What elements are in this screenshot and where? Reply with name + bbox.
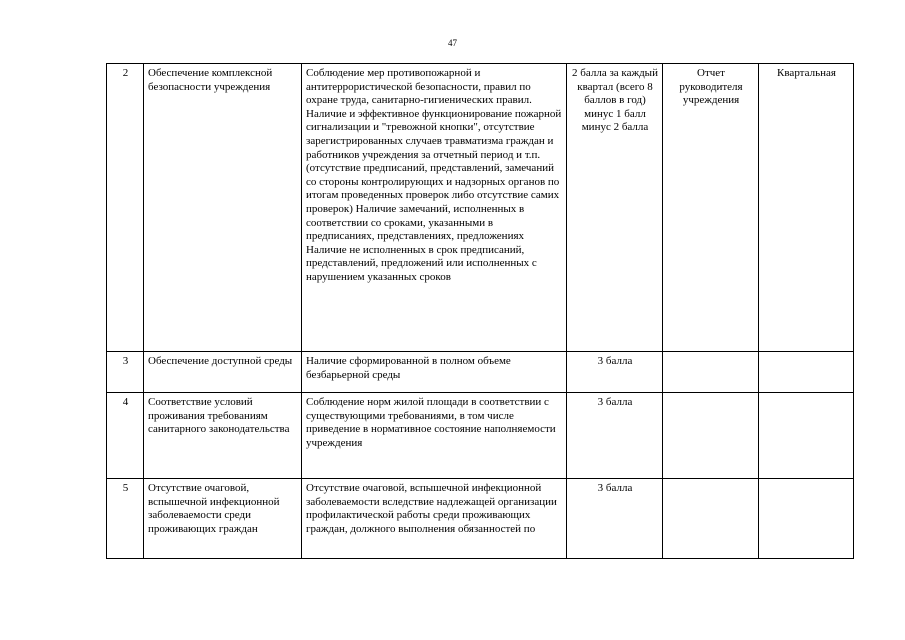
row-number: 2 [107, 64, 144, 352]
criterion-description: Наличие сформированной в полном объеме безбарьерной среды [302, 352, 567, 393]
criterion-score: 3 балла [567, 479, 663, 559]
criterion-period [759, 393, 854, 479]
table-row [107, 352, 854, 393]
criterion-name: Отсутствие очаговой, вспышечной инфекционной заболеваемости среди проживающих граждан [144, 479, 302, 559]
criterion-report [663, 479, 759, 559]
row-number: 4 [107, 393, 144, 479]
criterion-period: Квартальная [759, 64, 854, 352]
criterion-name: Соответствие условий проживания требованиям санитарного законодательства [144, 393, 302, 479]
criterion-period [759, 352, 854, 393]
criterion-report [663, 393, 759, 479]
table-row [107, 393, 854, 479]
criterion-score: 3 балла [567, 393, 663, 479]
page-number: 47 [448, 38, 457, 48]
criterion-name: Обеспечение комплексной безопасности учреждения [144, 64, 302, 352]
criterion-period [759, 479, 854, 559]
criterion-description: Соблюдение мер противопожарной и антитеррористической безопасности, правил по охране труда, санитарно-гигиенических правил. Наличие и эффективное функционирование пожарной сигнализации и "тревожной кнопки", отсутствие зарегистрированных случаев травматизма граждан и работников учреждения за отчетный период и т.п. (отсутствие предписаний, представлений, замечаний со стороны контролирующих и надзорных органов по итогам проведенных проверок либо отсутствие самих проверок) Наличие замечаний, исполненных в соответствии со сроками, указанными в предписаниях, представлениях, предложениях Наличие не исполненных в срок предписаний, представлений, предложений или исполненных с нарушением указанных сроков [302, 64, 567, 352]
criterion-report [663, 352, 759, 393]
criterion-score: 2 балла за каждый квартал (всего 8 баллов в год) минус 1 балл минус 2 балла [567, 64, 663, 352]
criterion-description: Отсутствие очаговой, вспышечной инфекционной заболеваемости вследствие надлежащей организации профилактической работы среди проживающих граждан, должного выполнения обязанностей по [302, 479, 567, 559]
criterion-description: Соблюдение норм жилой площади в соответствии с существующими требованиями, в том числе приведение в нормативное состояние наполняемости учреждения [302, 393, 567, 479]
criterion-name: Обеспечение доступной среды [144, 352, 302, 393]
row-number: 3 [107, 352, 144, 393]
criterion-score: 3 балла [567, 352, 663, 393]
criterion-report: Отчет руководителя учреждения [663, 64, 759, 352]
table-row [107, 479, 854, 559]
table-row [107, 64, 854, 352]
criteria-table [106, 63, 854, 559]
row-number: 5 [107, 479, 144, 559]
